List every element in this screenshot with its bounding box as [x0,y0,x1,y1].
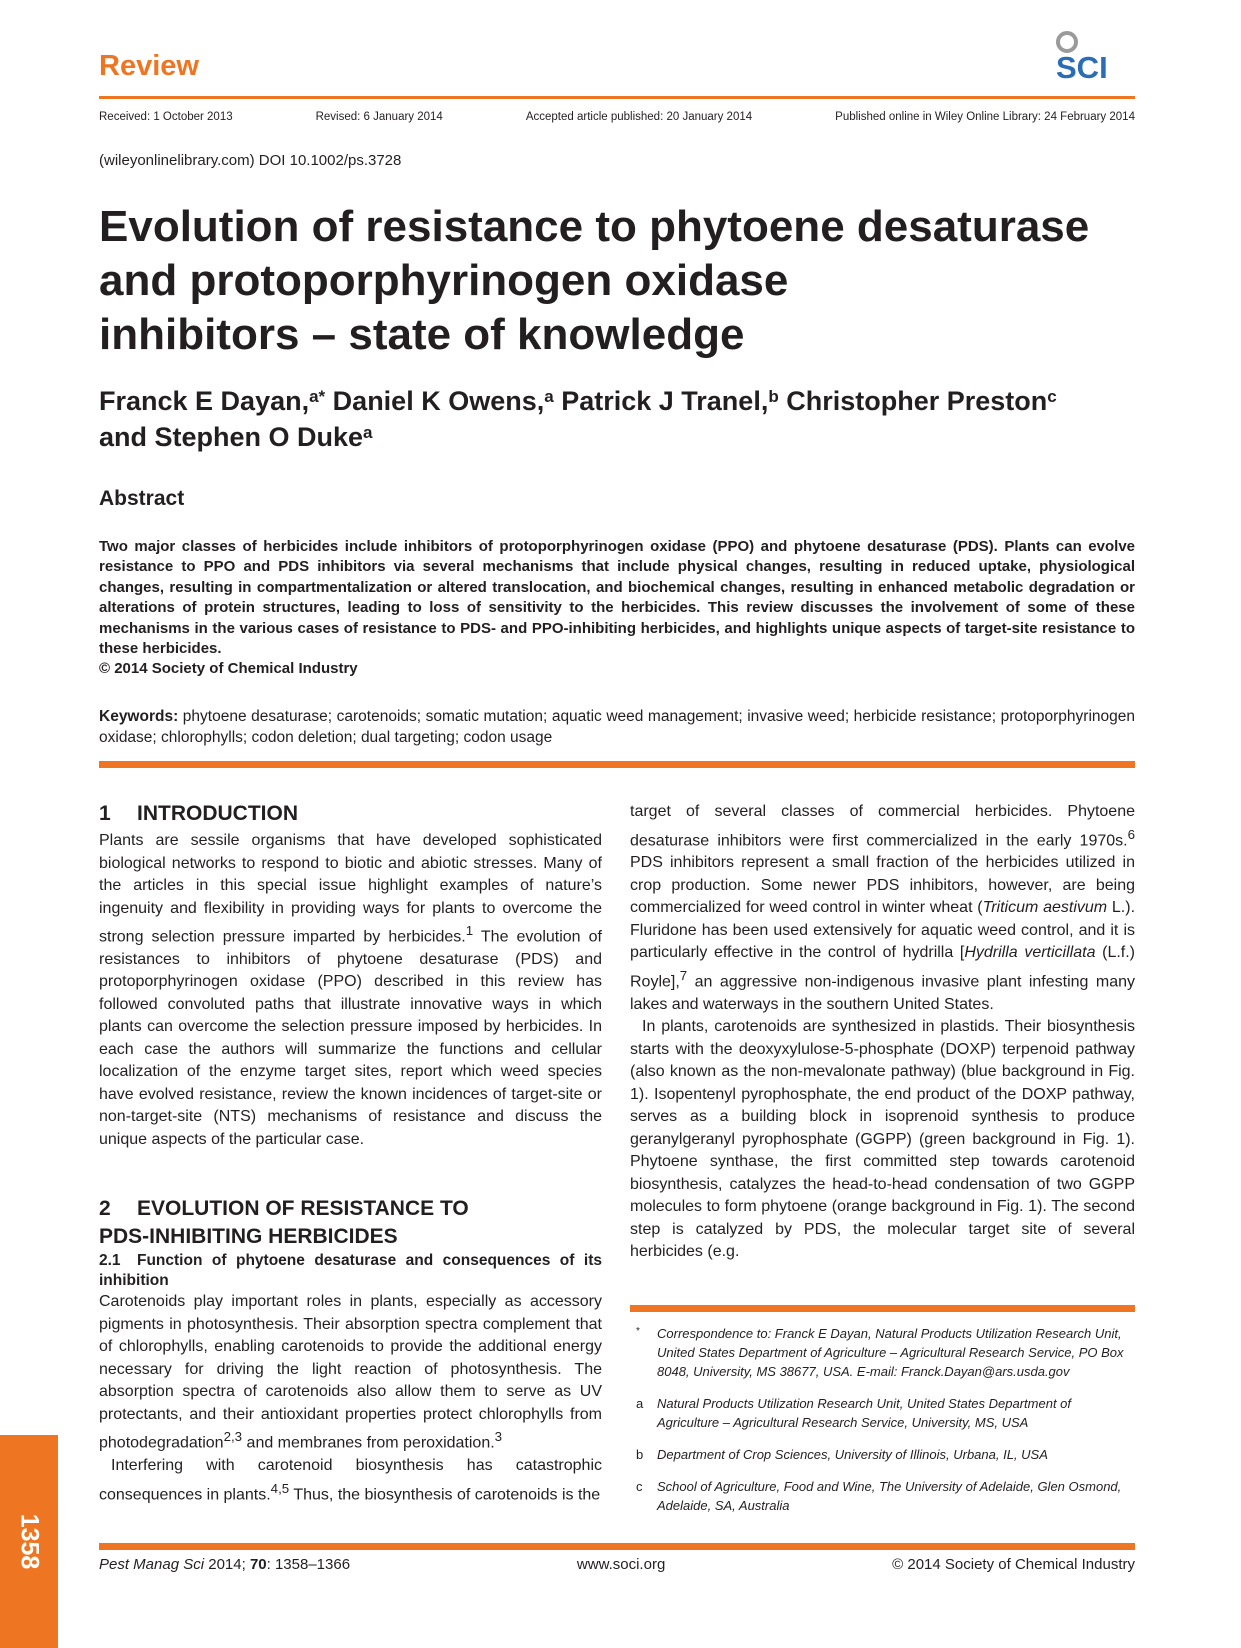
citation[interactable]: 3 [494,1429,503,1445]
footnote-text: Natural Products Utilization Research Unit, United States Department of Agriculture – Agricultural Research Service, University, MS, USA [657,1396,1072,1430]
citation[interactable]: 2,3 [223,1429,243,1445]
page-footer [99,1556,1135,1573]
abstract-body: Two major classes of herbicides include inhibitors of protoporphyrinogen oxidase (PPO) and phytoene desaturase (PDS). Plants can evolve resistance to PPO and PDS inhibitors via several mechanisms that include physical changes, resulting in reduced uptake, physiological changes, resulting in compartmentalization or altered translocation, and biochemical changes, resulting in enhanced metabolic degradation or alterations of protein structures, leading to loss of sensitivity to the herbicides. This review discusses the involvement of some of these mechanisms in the various cases of resistance to PDS- and PPO-inhibiting herbicides, and highlights unique aspects of target-site resistance to these herbicides. [99,538,1135,658]
website-link[interactable]: www.soci.org [576,1556,666,1573]
subsection-heading [99,1251,602,1291]
abstract-text [99,537,1135,680]
journal-citation [99,1556,350,1573]
section-number: 1 [99,802,111,825]
author-affiliation: a* [309,387,326,406]
footnote-mark: a [636,1396,644,1411]
page-number-text: 1358 [15,1513,44,1570]
text-run: target of several classes of commercial herbicides. Phytoene desaturase inhibitors were first commercialized in the early 1970s. [630,803,1135,849]
date-published: Published online in Wiley Online Library: 24 February 2014 [835,111,1135,123]
footnotes [630,1324,1135,1528]
section-title: EVOLUTION OF RESISTANCE TO [137,1197,469,1221]
author-affiliation: b [768,387,779,406]
citation[interactable]: 4,5 [270,1480,290,1496]
column-right [630,801,1135,1264]
text-run: The evolution of resistances to inhibitors of phytoene desaturase (PDS) and protoporphyrinogen oxidase (PPO) described in this review has followed convoluted paths that illustrate innovative ways in which plants can overcome the selection pressure imposed by herbicides. In each case the authors will summarize the functions and cellular localization of the enzyme target sites, report which weed species have evolved resistance, review the known incidences of target-site or non-target-site (NTS) mechanisms of resistance and discuss the unique aspects of the particular case. [99,928,602,1148]
author-affiliation: a [363,423,373,442]
keywords-list: phytoene desaturase; carotenoids; somatic mutation; aquatic weed management; invasive weed; herbicide resistance; protoporphyrinogen oxidase; chlorophylls; codon deletion; dual targeting; codon usage [99,708,1135,746]
text-run: PDS inhibitors represent a small fraction of the herbicides utilized in crop production. Some newer PDS inhibitors, however, are being commercialized for weed control in winter wheat ( [630,854,1135,917]
paragraph [99,830,602,1151]
author-name: Christopher Preston [778,386,1048,416]
column-left [99,802,602,1506]
text-run: Plants are sessile organisms that have developed sophisticated biological networks to respond to biotic and abiotic stresses. Many of the articles in this special issue highlight examples of nature’s ingenuity and flexibility in providing ways for plants to overcome the strong selection pressure imparted by herbicides. [99,832,602,946]
logo-ring-icon [1058,33,1076,51]
title-line: inhibitors – state of knowledge [99,310,745,359]
section-title: PDS-INHIBITING HERBICIDES [99,1225,398,1249]
footnote-text: School of Agriculture, Food and Wine, The University of Adelaide, Glen Osmond, Adelaide, SA, Australia [657,1479,1122,1513]
paragraph [99,1455,602,1506]
author-affiliation: c [1047,387,1057,406]
section-heading-introduction [99,800,602,828]
section-title: INTRODUCTION [137,802,298,825]
sci-logo [1052,28,1134,84]
date-received: Received: 1 October 2013 [99,111,233,123]
footer-rule [99,1543,1135,1550]
text-run: Thus, the biosynthesis of carotenoids is the [289,1485,601,1503]
author-name: Franck E Dayan, [99,386,310,416]
author-affiliation: a [544,387,554,406]
text-run: (L.f.) Royle], [630,944,1136,991]
citation[interactable]: 1 [465,923,474,938]
section-label: Review [99,50,199,82]
journal-pages: : 1358–1366 [266,1556,351,1573]
keywords-label: Keywords: [99,708,179,725]
subsection-number: 2.1 [99,1252,121,1270]
author-name: Patrick J Tranel, [553,386,769,416]
footnote-text: Department of Crop Sciences, University of Illinois, Urbana, IL, USA [657,1447,1048,1462]
footnote-correspondence [630,1324,1135,1381]
citation[interactable]: 6 [1127,826,1135,842]
article-title [99,200,1139,362]
footnote-affiliation [630,1394,1135,1432]
citation[interactable]: 7 [679,967,688,983]
doi[interactable]: (wileyonlinelibrary.com) DOI 10.1002/ps.3728 [99,152,402,169]
title-line: and protoporphyrinogen oxidase [99,256,789,305]
footnote-mark: c [636,1479,643,1494]
journal-year: 2014; [204,1556,250,1573]
footnote-affiliation [630,1477,1135,1515]
keywords [99,706,1135,748]
paragraph: In plants, carotenoids are synthesized in plastids. Their biosynthesis starts with the deoxyxylulose-5-phosphate (DOXP) terpenoid pathway (also known as the non-mevalonate pathway) (blue background in Fig. 1). Isopentenyl pyrophosphate, the end product of the DOXP pathway, serves as a building block in isoprenoid synthesis to produce geranylgeranyl pyrophosphate (GGPP) (green background in Fig. 1). Phytoene synthase, the first committed step towards carotenoid biosynthesis, catalyzes the head-to-head condensation of two GGPP molecules to form phytoene (orange background in Fig. 1). The second step is catalyzed by PDS, the molecular target site of several herbicides (e.g. [630,1018,1135,1261]
logo-text: SCI [1056,50,1108,84]
text-run: and membranes from peroxidation. [242,1434,495,1452]
article-dates [99,111,1135,123]
journal-name: Pest Manag Sci [99,1556,205,1573]
author-list [99,383,1139,455]
footer-copyright: © 2014 Society of Chemical Industry [892,1556,1135,1573]
author-name: and Stephen O Duke [99,422,364,452]
text-run: Interfering with carotenoid biosynthesis has catastrophic consequences in plants. [99,1457,602,1503]
paragraph [99,1291,602,1455]
footnote-rule [630,1305,1135,1312]
footnote-text: Correspondence to: Franck E Dayan, Natural Products Utilization Research Unit, United States Department of Agriculture – Agricultural Research Service, PO Box 8048, University, MS 38677, USA. E-mail: Franck.Dayan@ars.usda.gov [657,1326,1124,1379]
date-accepted: Accepted article published: 20 January 2014 [525,111,753,123]
text-run: L.). Fluridone has been used extensively for aquatic weed control, and it is particularly effective in the control of hydrilla [ [630,899,1136,962]
author-name: Daniel K Owens, [325,386,545,416]
page-number [0,1435,58,1648]
species-name: Triticum aestivum [982,899,1108,917]
abstract-copyright: © 2014 Society of Chemical Industry [99,660,358,678]
text-run: Carotenoids play important roles in plants, especially as accessory pigments in photosynthesis. Their absorption spectra complement that of chlorophylls, enabling carotenoids to provide the additional energy necessary for driving the light reaction of photosynthesis. The absorption spectra of carotenoids also allow them to serve as UV protectants, and their antioxidant properties protect chlorophylls from photodegradation [99,1293,602,1452]
abstract-heading: Abstract [99,487,185,510]
date-revised: Revised: 6 January 2014 [315,111,443,123]
species-name: Hydrilla verticillata [964,944,1096,962]
footnote-mark: * [636,1326,640,1337]
section-divider [99,761,1135,768]
title-line: Evolution of resistance to phytoene desaturase [99,202,1090,251]
section-number: 2 [99,1197,111,1221]
text-run: an aggressive non-indigenous invasive plant infesting many lakes and waterways in the southern United States. [630,973,1135,1013]
paragraph [630,801,1135,1016]
footnote-mark: b [636,1447,644,1462]
journal-volume: 70 [249,1556,267,1573]
footnote-affiliation [630,1445,1135,1464]
subsection-title: Function of phytoene desaturase and consequences of its inhibition [99,1252,602,1290]
header-rule [99,96,1135,99]
section-heading-evolution [99,1195,602,1251]
